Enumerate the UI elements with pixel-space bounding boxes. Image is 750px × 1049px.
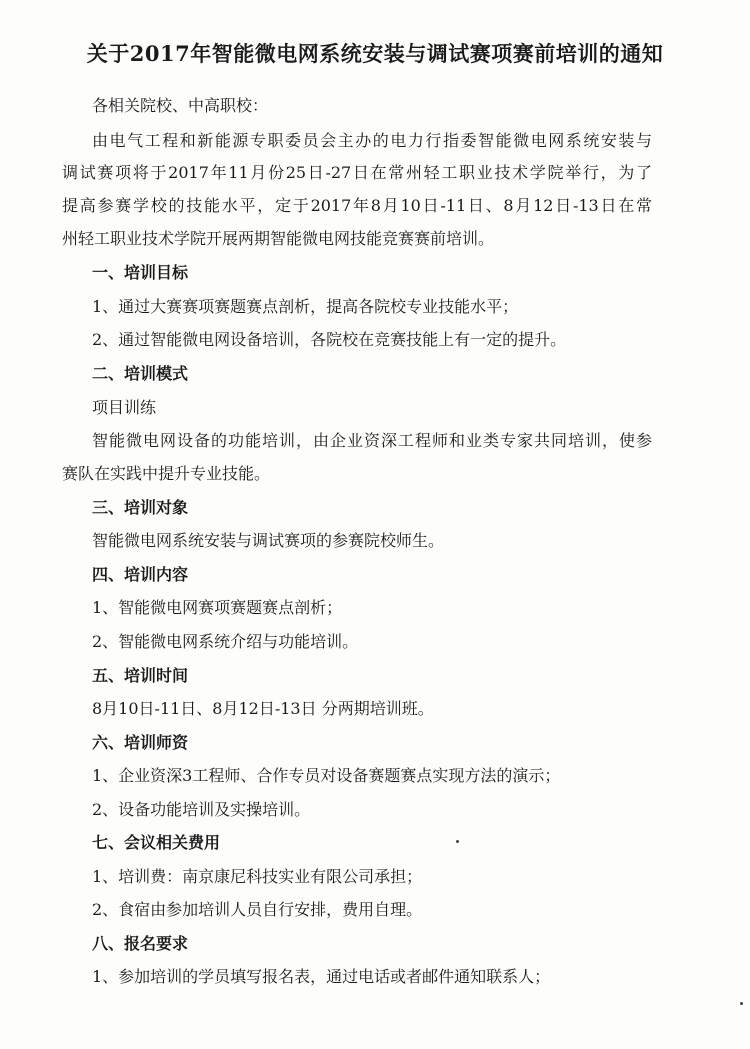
intro-line: 州轻工职业技术学院开展两期智能微电网技能竞赛赛前培训。 — [62, 229, 495, 248]
section-heading: 四、培训内容 — [92, 565, 189, 584]
section-line: 1、智能微电网赛项赛题赛点剖析； — [92, 598, 343, 617]
section-heading: 一、培训目标 — [92, 263, 189, 282]
section-heading: 六、培训师资 — [92, 733, 189, 752]
section-line: 2、设备功能培训及实操培训。 — [92, 800, 311, 819]
section-heading: 八、报名要求 — [92, 934, 189, 953]
scan-speck — [740, 1002, 743, 1005]
section-heading: 七、会议相关费用 — [92, 833, 221, 852]
intro-line: 由电气工程和新能源专职委员会主办的电力行指委智能微电网系统安装与 — [92, 131, 652, 150]
section-line: 赛队在实践中提升专业技能。 — [62, 464, 271, 483]
intro-line: 调试赛项将于2017年11月份25日-27日在常州轻工职业技术学院举行，为了 — [62, 163, 652, 182]
scan-speck — [456, 840, 459, 843]
intro-line: 提高参赛学校的技能水平，定于2017年8月10日-11日、8月12日-13日在常 — [62, 196, 652, 215]
section-line: 8月10日-11日、8月12日-13日 分两期培训班。 — [92, 699, 434, 718]
salutation: 各相关院校、中高职校： — [92, 96, 269, 115]
section-heading: 三、培训对象 — [92, 498, 189, 517]
document-title: 关于2017年智能微电网系统安装与调试赛项赛前培训的通知 — [86, 41, 664, 66]
section-line: 1、企业资深3工程师、合作专员对设备赛题赛点实现方法的演示； — [92, 766, 561, 785]
section-heading: 五、培训时间 — [92, 666, 189, 685]
section-heading: 二、培训模式 — [92, 364, 189, 383]
section-line: 2、食宿由参加培训人员自行安排，费用自理。 — [92, 900, 423, 919]
section-line: 1、参加培训的学员填写报名表，通过电话或者邮件通知联系人； — [92, 967, 551, 986]
section-line: 智能微电网设备的功能培训，由企业资深工程师和业类专家共同培训，使参 — [92, 431, 652, 450]
section-line: 项目训练 — [92, 398, 157, 417]
section-line: 智能微电网系统安装与调试赛项的参赛院校师生。 — [92, 531, 445, 550]
section-line: 1、培训费：南京康尼科技实业有限公司承担； — [92, 867, 423, 886]
section-line: 2、通过智能微电网设备培训，各院校在竞赛技能上有一定的提升。 — [92, 330, 567, 349]
section-line: 2、智能微电网系统介绍与功能培训。 — [92, 632, 359, 651]
section-line: 1、通过大赛赛项赛题赛点剖析，提高各院校专业技能水平； — [92, 297, 519, 316]
